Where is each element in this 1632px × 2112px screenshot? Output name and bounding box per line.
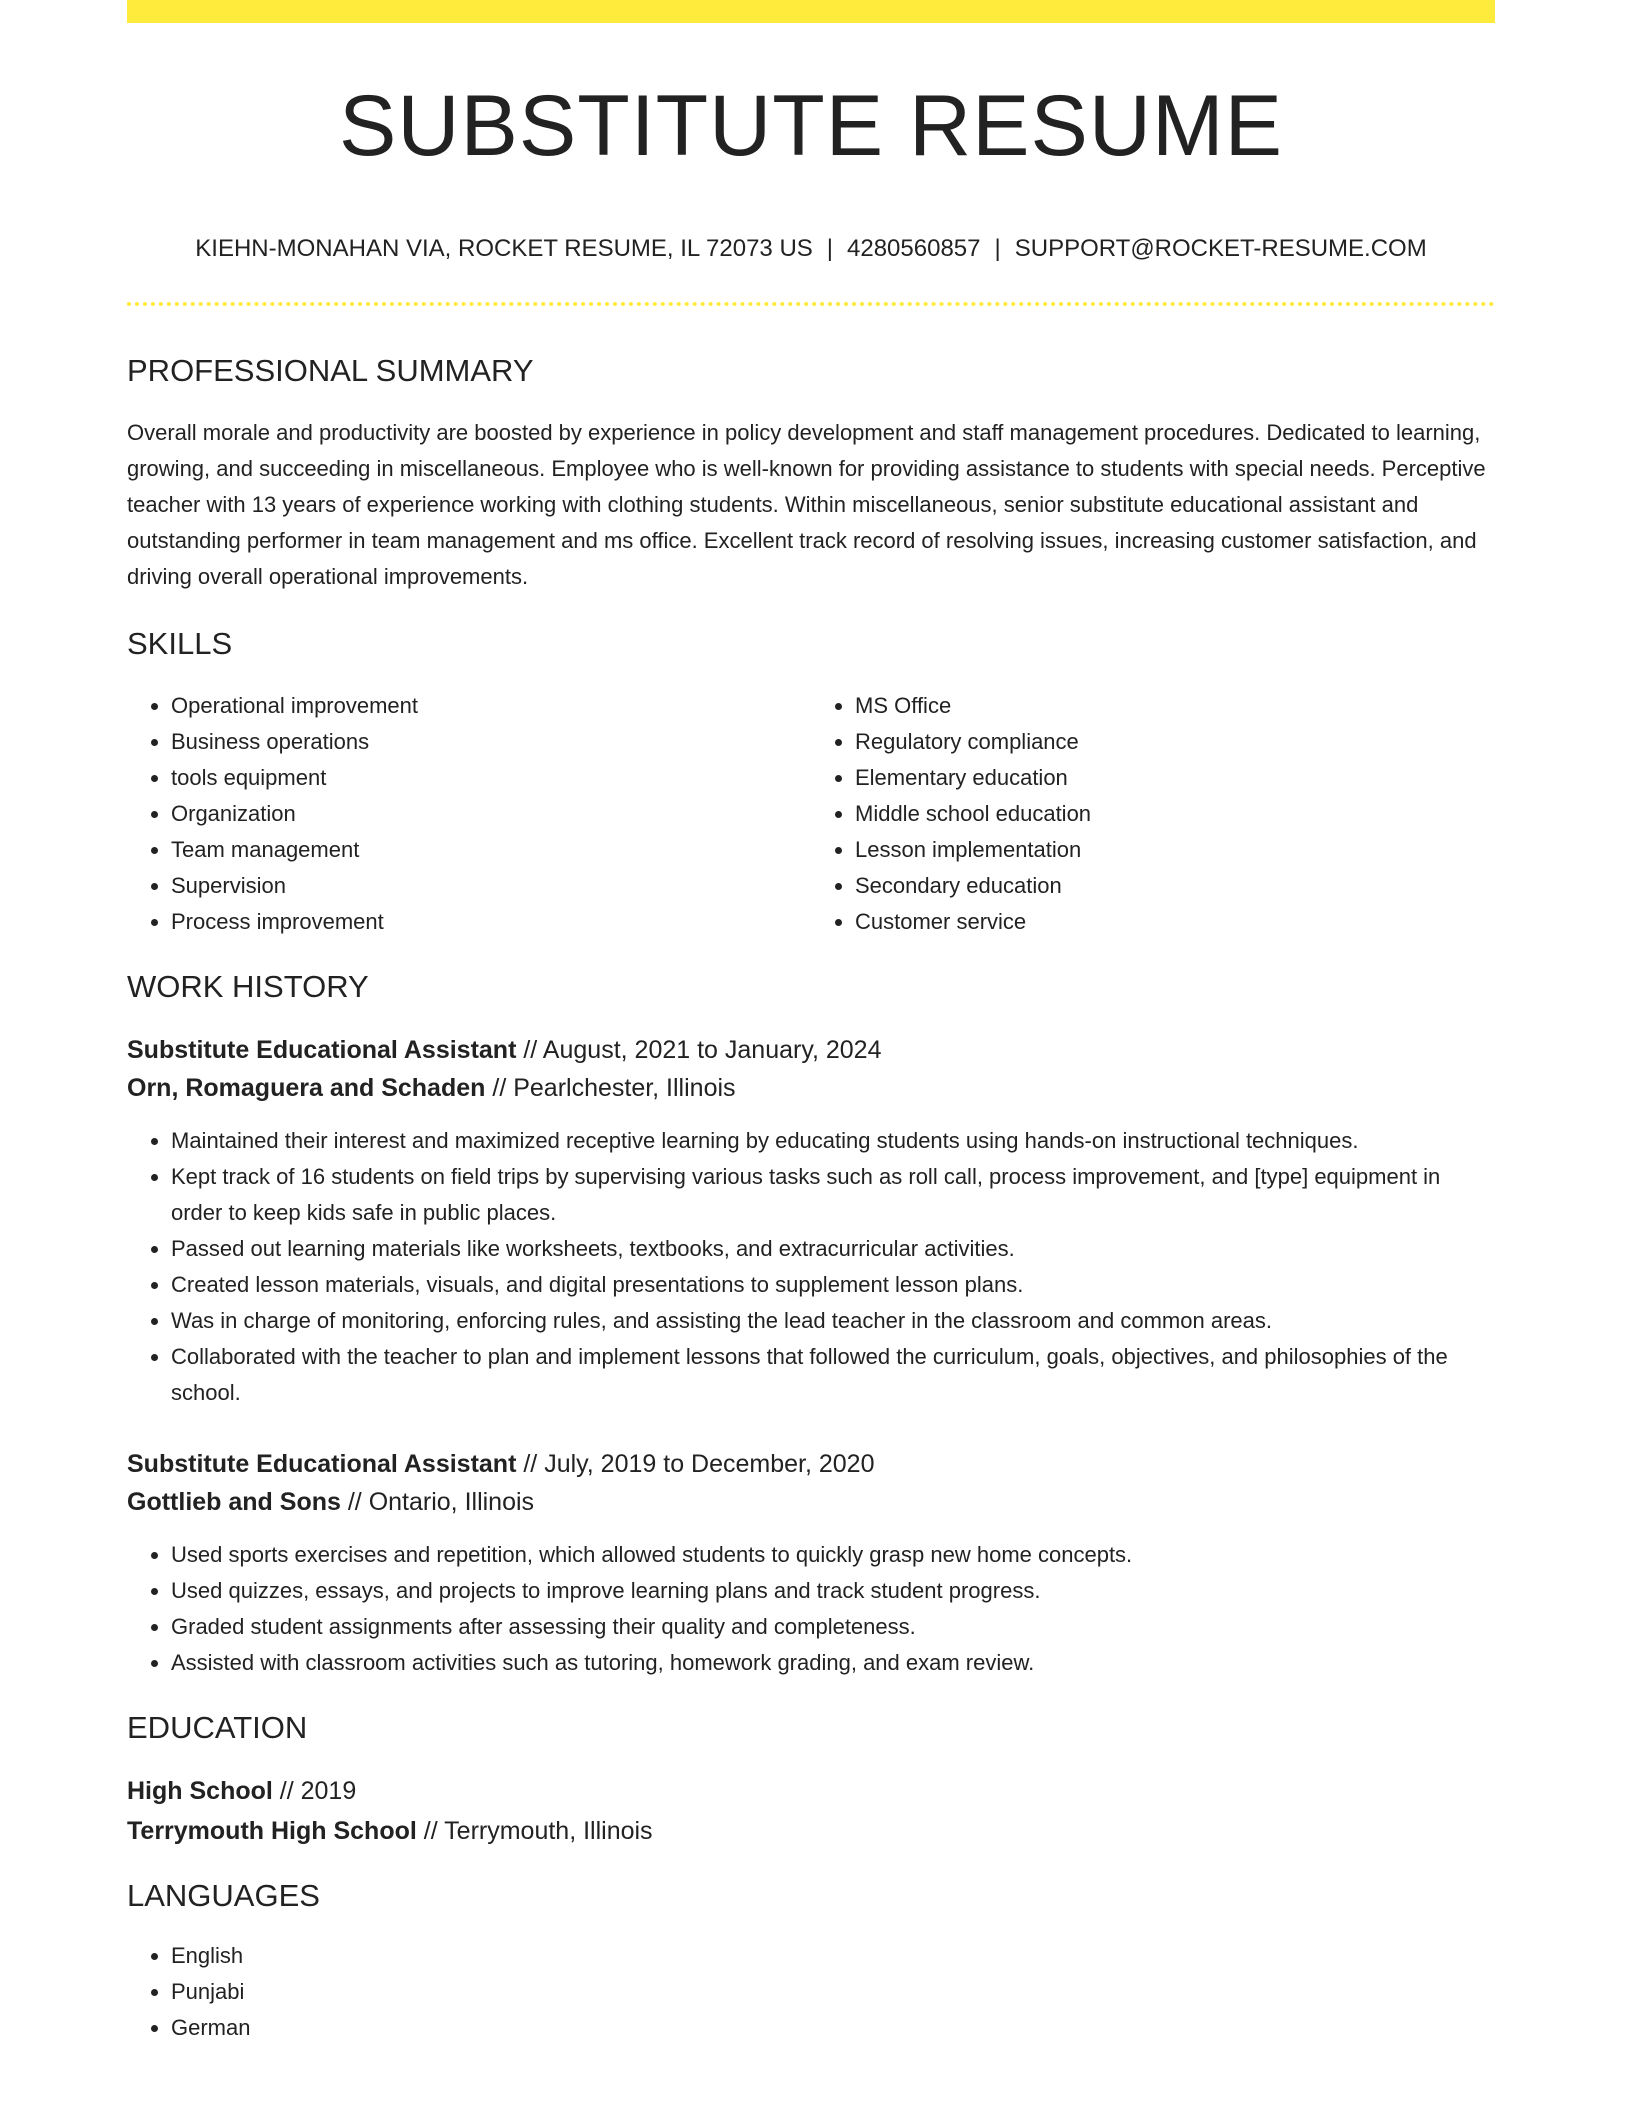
skills-columns bbox=[127, 688, 1495, 940]
skill-item: • Supervision bbox=[171, 868, 811, 904]
job-location: // Ontario, Illinois bbox=[340, 1488, 535, 1517]
contact-email[interactable]: SUPPORT@ROCKET-RESUME.COM bbox=[1014, 235, 1427, 262]
job-bullet: • Used quizzes, essays, and projects to improve learning plans and track student progress. bbox=[171, 1573, 1495, 1609]
job-bullet: • Created lesson materials, visuals, and digital presentations to supplement lesson plans. bbox=[171, 1267, 1495, 1303]
skill-item: • Process improvement bbox=[171, 904, 811, 940]
education-location: // Terrymouth, Illinois bbox=[416, 1816, 653, 1845]
education-school-line bbox=[127, 1811, 1495, 1851]
contact-phone: 4280560857 bbox=[847, 235, 981, 262]
job-company-line bbox=[127, 1483, 1495, 1521]
skill-item: • Team management bbox=[171, 832, 811, 868]
skill-item: • Elementary education bbox=[855, 760, 1495, 796]
work-history-heading: WORK HISTORY bbox=[127, 969, 369, 1005]
skill-item: • Operational improvement bbox=[171, 688, 811, 724]
contact-separator: | bbox=[826, 235, 834, 262]
job-bullet: • Maintained their interest and maximized receptive learning by educating students using hands-on instructional techniques. bbox=[171, 1123, 1495, 1159]
education-school: Terrymouth High School bbox=[127, 1816, 417, 1845]
languages-list bbox=[127, 1938, 1495, 2046]
skill-item: • Secondary education bbox=[855, 868, 1495, 904]
resume-page bbox=[127, 0, 1495, 2046]
languages-heading: LANGUAGES bbox=[127, 1877, 320, 1913]
job-title-line bbox=[127, 1445, 1495, 1483]
skill-item: • tools equipment bbox=[171, 760, 811, 796]
contact-separator: | bbox=[994, 235, 1001, 262]
job-bullet: • Collaborated with the teacher to plan and implement lessons that followed the curriculum, goals, objectives, and philosophies of the school. bbox=[171, 1339, 1495, 1411]
skill-item: • Customer service bbox=[855, 904, 1495, 940]
job-company: Gottlieb and Sons bbox=[127, 1488, 341, 1517]
skill-item: • Business operations bbox=[171, 724, 811, 760]
job-location: // Pearlchester, Illinois bbox=[485, 1074, 736, 1103]
skill-item: • Lesson implementation bbox=[855, 832, 1495, 868]
skill-item: • Middle school education bbox=[855, 796, 1495, 832]
job-entry bbox=[127, 1445, 1495, 1681]
dotted-divider bbox=[127, 302, 1495, 306]
education-heading: EDUCATION bbox=[127, 1710, 308, 1746]
job-bullet: • Was in charge of monitoring, enforcing rules, and assisting the lead teacher in the classroom and common areas. bbox=[171, 1303, 1495, 1339]
language-item: • Punjabi bbox=[171, 1974, 1495, 2010]
language-item: • German bbox=[171, 2010, 1495, 2046]
job-company-line bbox=[127, 1069, 1495, 1107]
job-dates: // August, 2021 to January, 2024 bbox=[516, 1036, 882, 1065]
skill-item: • Regulatory compliance bbox=[855, 724, 1495, 760]
job-dates: // July, 2019 to December, 2020 bbox=[516, 1450, 875, 1479]
skills-list-right bbox=[811, 688, 1495, 940]
job-bullet: • Passed out learning materials like worksheets, textbooks, and extracurricular activities. bbox=[171, 1231, 1495, 1267]
education-degree: High School bbox=[127, 1776, 273, 1805]
language-item: • English bbox=[171, 1938, 1495, 1974]
job-title: Substitute Educational Assistant bbox=[127, 1036, 517, 1065]
contact-address: KIEHN-MONAHAN VIA, ROCKET RESUME, IL 72073 US bbox=[195, 235, 813, 262]
skills-heading: SKILLS bbox=[127, 625, 233, 661]
resume-title: SUBSTITUTE RESUME bbox=[339, 78, 1283, 174]
job-company: Orn, Romaguera and Schaden bbox=[127, 1074, 486, 1103]
top-accent-bar bbox=[127, 0, 1495, 23]
job-bullet: • Used sports exercises and repetition, which allowed students to quickly grasp new home concepts. bbox=[171, 1537, 1495, 1573]
job-entry bbox=[127, 1031, 1495, 1411]
skills-list-left bbox=[127, 688, 811, 940]
contact-line bbox=[127, 235, 1495, 264]
summary-text: Overall morale and productivity are boosted by experience in policy development and staff management procedures. Dedicated to learning, growing, and succeeding in miscellaneous. Employee who is well-known for providing assistance to students with special needs. Perceptive teacher with 13 years of experience working with clothing students. Within miscellaneous, senior substitute educational assistant and outstanding performer in team management and ms office. Excellent track record of resolving issues, increasing customer satisfaction, and driving overall operational improvements. bbox=[127, 419, 1486, 589]
skill-item: • MS Office bbox=[855, 688, 1495, 724]
job-bullets bbox=[127, 1123, 1495, 1411]
job-title: Substitute Educational Assistant bbox=[127, 1450, 517, 1479]
job-bullets bbox=[127, 1537, 1495, 1681]
job-title-line bbox=[127, 1031, 1495, 1069]
job-bullet: • Assisted with classroom activities such as tutoring, homework grading, and exam review. bbox=[171, 1645, 1495, 1681]
education-year: // 2019 bbox=[272, 1776, 357, 1805]
skill-item: • Organization bbox=[171, 796, 811, 832]
job-bullet: • Kept track of 16 students on field trips by supervising various tasks such as roll call, process improvement, and [type] equipment in order to keep kids safe in public places. bbox=[171, 1159, 1495, 1231]
job-bullet: • Graded student assignments after assessing their quality and completeness. bbox=[171, 1609, 1495, 1645]
summary-heading: PROFESSIONAL SUMMARY bbox=[127, 352, 534, 388]
education-degree-line bbox=[127, 1771, 1495, 1811]
